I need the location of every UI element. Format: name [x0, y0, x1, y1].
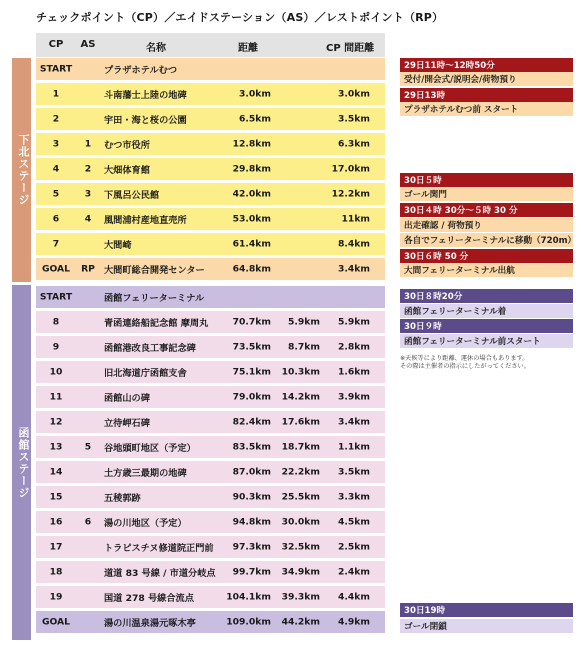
- cell-d2: 34.9km: [281, 566, 320, 578]
- cell-name: 大間崎: [104, 240, 132, 251]
- cell-name: 青函連絡船記念館 摩周丸: [104, 318, 209, 329]
- footnote: [400, 355, 530, 371]
- table-row: [36, 386, 385, 408]
- cell-d2: 8.7km: [288, 341, 320, 353]
- cell-as: 3: [84, 188, 92, 200]
- cell-name: 谷地頭町地区（予定）: [104, 443, 196, 454]
- table-header: [36, 33, 385, 57]
- cell-d1: 73.5km: [232, 341, 271, 353]
- schedule-note-text: 受付/開会式/説明会/荷物預り: [404, 75, 517, 85]
- cell-cp: GOAL: [41, 263, 71, 275]
- header-as: AS: [80, 39, 96, 50]
- cell-name: 大畑体育館: [104, 165, 150, 176]
- schedule-note: [400, 263, 573, 277]
- cell-d1: 90.3km: [232, 491, 271, 503]
- cell-d1: 3.0km: [239, 88, 271, 100]
- cell-d3: 4.5km: [338, 516, 370, 528]
- schedule-note-text: 29日13時: [404, 91, 446, 101]
- table-row: [36, 561, 385, 583]
- cell-cp: 1: [52, 88, 60, 100]
- stage-bar-shimokita: [12, 58, 31, 282]
- schedule-note: [400, 249, 573, 263]
- schedule-note: [400, 619, 573, 633]
- cell-d1: 42.0km: [232, 188, 271, 200]
- cell-cp: 16: [49, 516, 63, 528]
- stage-label-shimokita: 下北ステージ: [17, 134, 30, 206]
- header-cp: CP: [48, 39, 64, 50]
- cell-d1: 94.8km: [232, 516, 271, 528]
- table-row: [36, 536, 385, 558]
- table-row: [36, 83, 385, 105]
- cell-cp: 2: [52, 113, 60, 125]
- cell-d1: 97.3km: [232, 541, 271, 553]
- table-row: [36, 586, 385, 608]
- cell-name: 風間浦村産地直売所: [104, 215, 187, 226]
- cell-cp: GOAL: [41, 616, 71, 628]
- cell-d2: 5.9km: [288, 316, 320, 328]
- schedule-note-text: 30日19時: [404, 606, 446, 616]
- schedule-note: [400, 218, 573, 232]
- table-row: [36, 258, 385, 280]
- cell-cp: 14: [49, 466, 63, 478]
- cell-cp: 19: [49, 591, 63, 603]
- table-row: [36, 158, 385, 180]
- schedule-note: [400, 289, 573, 303]
- schedule-note: [400, 603, 573, 617]
- cell-d3: 3.3km: [338, 491, 370, 503]
- cell-d1: 79.0km: [232, 391, 271, 403]
- schedule-note-text: 30日９時: [404, 322, 442, 332]
- cell-cp: 11: [49, 391, 63, 403]
- schedule-note: [400, 319, 573, 333]
- schedule-note-text: 函館フェリーターミナル前スタート: [404, 337, 541, 347]
- table-row: [36, 233, 385, 255]
- cell-cp: START: [39, 291, 73, 303]
- footnote-line: その際は主催者の指示にしたがってください。: [400, 363, 530, 370]
- cell-name: 湯の川温泉湯元啄木亭: [104, 618, 196, 629]
- cell-d1: 75.1km: [232, 366, 271, 378]
- cell-d2: 10.3km: [281, 366, 320, 378]
- cell-name: プラザホテルむつ: [104, 65, 178, 76]
- cell-cp: 4: [52, 163, 60, 175]
- cell-as: 6: [84, 516, 92, 528]
- cell-d3: 4.4km: [338, 591, 370, 603]
- cell-name: 旧北海道庁函館支舎: [104, 368, 187, 379]
- schedule-note-text: 函館フェリーターミナル着: [404, 307, 507, 317]
- header-between: CP 間距離: [326, 43, 375, 54]
- cell-cp: 12: [49, 416, 63, 428]
- cell-d3: 2.5km: [338, 541, 370, 553]
- table-row: [36, 208, 385, 230]
- cell-d2: 14.2km: [281, 391, 320, 403]
- cell-d3: 3.0km: [338, 88, 370, 100]
- cell-d3: 1.6km: [338, 366, 370, 378]
- cell-name: 土方歳三最期の地碑: [104, 468, 187, 479]
- schedule-note-text: 29日11時〜12時50分: [404, 61, 495, 71]
- table-row: [36, 311, 385, 333]
- cell-name: 大間町総合開発センター: [104, 265, 205, 276]
- table-row: [36, 461, 385, 483]
- schedule-note: [400, 187, 573, 201]
- header-name: 名称: [146, 43, 166, 54]
- cell-d3: 12.2km: [331, 188, 370, 200]
- schedule-note-text: 30日４時 30分〜５時 30 分: [404, 206, 518, 216]
- cell-cp: 9: [52, 341, 60, 353]
- cell-d3: 3.5km: [338, 466, 370, 478]
- cell-cp: 6: [52, 213, 60, 225]
- cell-d1: 104.1km: [226, 591, 271, 603]
- cell-d3: 2.4km: [338, 566, 370, 578]
- cell-d3: 5.9km: [338, 316, 370, 328]
- header-dist: 距離: [238, 43, 258, 54]
- stage-label-hakodate: 函館ステージ: [17, 426, 30, 499]
- table-row: [36, 108, 385, 130]
- cell-d3: 8.4km: [338, 238, 370, 250]
- cell-name: 宇田・海と桜の公園: [104, 115, 187, 126]
- schedule-note-text: プラザホテルむつ前 スタート: [404, 105, 519, 115]
- cell-name: 斗南藩士上陸の地碑: [104, 90, 187, 101]
- schedule-note-text: 大間フェリーターミナル出航: [404, 266, 515, 276]
- cell-d2: 22.2km: [281, 466, 320, 478]
- cell-d2: 39.3km: [281, 591, 320, 603]
- cell-d3: 3.5km: [338, 113, 370, 125]
- schedule-note: [400, 334, 573, 348]
- schedule-note: [400, 72, 573, 86]
- schedule-note: [400, 102, 573, 116]
- cell-cp: 7: [52, 238, 60, 250]
- schedule-note-text: 各自でフェリーターミナルに移動（720m）: [404, 236, 577, 246]
- cell-d2: 32.5km: [281, 541, 320, 553]
- cell-d2: 30.0km: [281, 516, 320, 528]
- table-row: [36, 58, 385, 80]
- table-row: [36, 286, 385, 308]
- footnote-line: ※天候等により距離、運休の場合もあります。: [400, 355, 529, 362]
- cell-d1: 64.8km: [232, 263, 271, 275]
- schedule-note-text: ゴール関門: [404, 190, 447, 200]
- cell-d3: 17.0km: [331, 163, 370, 175]
- cell-d3: 3.4km: [338, 416, 370, 428]
- stage-bar-hakodate: [12, 285, 31, 640]
- table-row: [36, 436, 385, 458]
- cell-d3: 6.3km: [338, 138, 370, 150]
- cell-name: 下風呂公民館: [104, 190, 160, 201]
- table-row: [36, 611, 385, 633]
- cell-d2: 25.5km: [281, 491, 320, 503]
- cell-d2: 18.7km: [281, 441, 320, 453]
- table-row: [36, 361, 385, 383]
- cell-name: 函館フェリーターミナル: [104, 293, 205, 304]
- cell-name: 函館港改良工事記念碑: [104, 343, 196, 354]
- schedule-note-text: 30日８時20分: [404, 292, 463, 302]
- cell-d3: 3.4km: [338, 263, 370, 275]
- cell-d3: 2.8km: [338, 341, 370, 353]
- cell-d2: 17.6km: [281, 416, 320, 428]
- cell-cp: 5: [52, 188, 60, 200]
- schedule-note: [400, 88, 573, 102]
- schedule-note: [400, 304, 573, 318]
- cell-d1: 61.4km: [232, 238, 271, 250]
- cell-as: RP: [81, 263, 95, 275]
- schedule-note: [400, 173, 573, 187]
- table-row: [36, 511, 385, 533]
- cell-d1: 6.5km: [239, 113, 271, 125]
- cell-as: 4: [84, 213, 92, 225]
- cell-as: 2: [84, 163, 92, 175]
- cell-d1: 53.0km: [232, 213, 271, 225]
- cell-as: 1: [84, 138, 92, 150]
- cell-name: トラピスチヌ修道院正門前: [104, 543, 214, 554]
- cell-name: 湯の川地区（予定）: [104, 518, 187, 529]
- cell-name: 立待岬石碑: [104, 418, 150, 429]
- cell-name: 函館山の碑: [104, 393, 150, 404]
- cell-name: 道道 83 号線 / 市道分岐点: [104, 568, 216, 579]
- cell-cp: 18: [49, 566, 63, 578]
- cell-d1: 29.8km: [232, 163, 271, 175]
- cell-d3: 11km: [341, 213, 370, 225]
- table-row: [36, 336, 385, 358]
- page-title: チェックポイント（CP）／エイドステーション（AS）／レストポイント（RP）: [36, 11, 444, 24]
- cell-d1: 87.0km: [232, 466, 271, 478]
- cell-cp: 17: [49, 541, 63, 553]
- cell-cp: 3: [52, 138, 60, 150]
- table-row: [36, 486, 385, 508]
- cell-as: 5: [84, 441, 92, 453]
- cell-cp: START: [39, 63, 73, 75]
- schedule-note: [400, 233, 577, 247]
- cell-cp: 8: [52, 316, 60, 328]
- schedule-note-text: 出走確認 / 荷物預り: [404, 221, 482, 231]
- table-row: [36, 183, 385, 205]
- schedule-note: [400, 58, 573, 72]
- cell-d2: 44.2km: [281, 616, 320, 628]
- cell-d1: 70.7km: [232, 316, 271, 328]
- cell-d3: 3.9km: [338, 391, 370, 403]
- cell-d1: 99.7km: [232, 566, 271, 578]
- cell-d3: 4.9km: [338, 616, 370, 628]
- table-row: [36, 133, 385, 155]
- cell-d1: 82.4km: [232, 416, 271, 428]
- cell-cp: 15: [49, 491, 63, 503]
- cell-name: 国道 278 号線合流点: [104, 593, 194, 604]
- cell-d1: 12.8km: [232, 138, 271, 150]
- cell-d1: 109.0km: [226, 616, 271, 628]
- cell-name: 五稜郭跡: [104, 493, 141, 504]
- schedule-note: [400, 203, 573, 217]
- schedule-note-text: 30日５時: [404, 176, 442, 186]
- cell-cp: 13: [49, 441, 63, 453]
- cell-name: むつ市役所: [104, 140, 150, 151]
- schedule-note-text: 30日６時 50 分: [404, 252, 469, 262]
- schedule-note-text: ゴール閉鎖: [404, 622, 447, 632]
- cell-cp: 10: [49, 366, 63, 378]
- cell-d1: 83.5km: [232, 441, 271, 453]
- cell-d3: 1.1km: [338, 441, 370, 453]
- table-row: [36, 411, 385, 433]
